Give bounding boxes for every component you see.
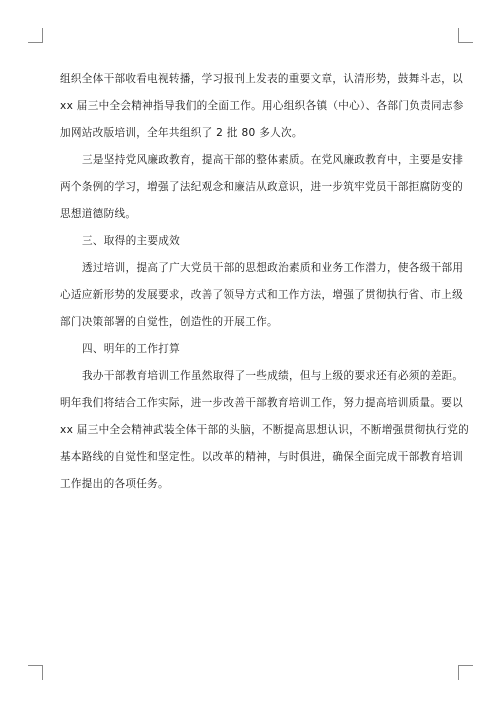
text-line: 思想道德防线。 (60, 208, 137, 220)
section-heading-plans (60, 336, 440, 363)
paragraph-results (60, 255, 464, 336)
text-line: xx 届三中全会精神指导我们的全面工作。用心组织各镇（中心）、各部门负责同志参 (60, 100, 464, 112)
text-line: 部门决策部署的自觉性，创造性的开展工作。 (60, 316, 278, 328)
text-line: 心适应新形势的发展要求，改善了领导方式和工作方法，增强了贯彻执行省、市上级 (60, 289, 464, 301)
section-heading-results (60, 228, 440, 255)
text-line: xx 届三中全会精神武装全体干部的头脑，不断提高思想认识，不断增强贯彻执行党的 (60, 424, 469, 436)
text-line: 加网站改版培训，全年共组织了 2 批 80 多人次。 (60, 127, 303, 139)
paragraph-plans (60, 363, 469, 498)
crop-mark-bottom-right (458, 665, 473, 680)
text-line: 我办干部教育培训工作虽然取得了一些成绩，但与上级的要求还有必须的差距。 (82, 370, 464, 382)
document-body (60, 66, 469, 498)
text-line: 基本路线的自觉性和坚定性。以改革的精神，与时俱进，确保全面完成干部教育培训 (60, 451, 464, 463)
text-line: 透过培训，提高了广大党员干部的思想政治素质和业务工作潜力，使各级干部用 (82, 262, 464, 274)
paragraph-integrity-education (60, 147, 464, 228)
heading-text: 三、取得的主要成效 (82, 235, 181, 247)
text-line: 工作提出的各项任务。 (60, 478, 169, 490)
crop-mark-bottom-left (28, 665, 43, 680)
text-line: 明年我们将结合工作实际，进一步改善干部教育培训工作，努力提高培训质量。要以 (60, 397, 464, 409)
crop-mark-top-left (28, 28, 43, 43)
crop-mark-top-right (458, 28, 473, 43)
paragraph-training-continued (60, 66, 464, 147)
text-line: 组织全体干部收看电视转播，学习报刊上发表的重要文章，认清形势，鼓舞斗志，以 (60, 73, 464, 85)
text-line: 三是坚持党风廉政教育，提高干部的整体素质。在党风廉政教育中，主要是安排 (82, 154, 464, 166)
text-line: 两个条例的学习，增强了法纪观念和廉洁从政意识，进一步筑牢党员干部拒腐防变的 (60, 181, 464, 193)
heading-text: 四、明年的工作打算 (82, 343, 181, 355)
